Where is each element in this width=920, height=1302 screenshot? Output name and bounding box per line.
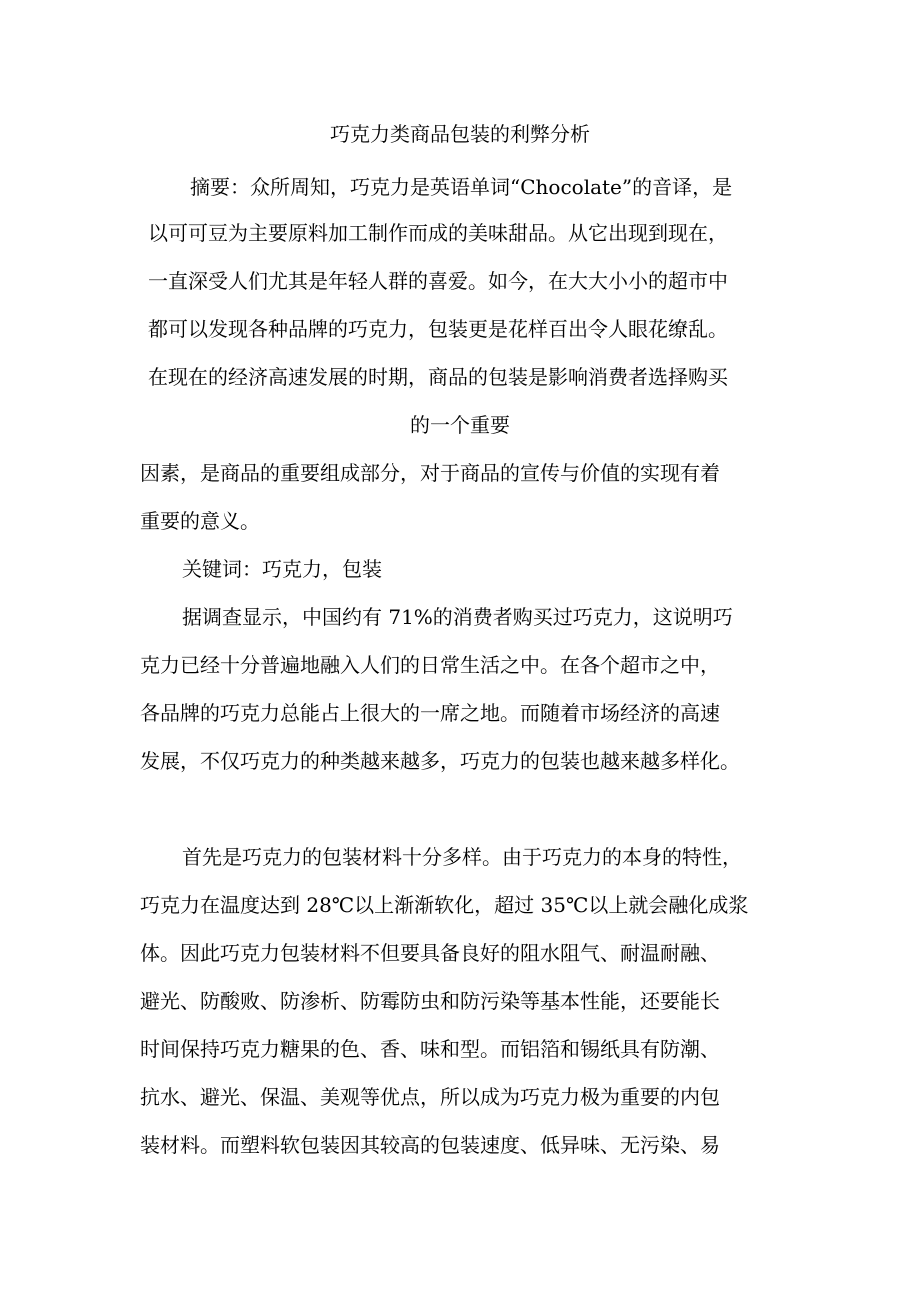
- paragraph-line: 装材料。而塑料软包装因其较高的包装速度、低异味、无污染、易: [140, 1133, 720, 1157]
- abstract-line: 重要的意义。: [140, 509, 260, 533]
- abstract-line: 因素，是商品的重要组成部分，对于商品的宣传与价值的实现有着: [140, 461, 720, 485]
- paragraph-line: 发展，不仅巧克力的种类越来越多，巧克力的包装也越来越多样化。: [140, 749, 740, 773]
- paragraph-line: 抗水、避光、保温、美观等优点，所以成为巧克力极为重要的内包: [140, 1085, 720, 1109]
- abstract-line: 都可以发现各种品牌的巧克力，包装更是花样百出令人眼花缭乱。: [148, 317, 728, 341]
- paragraph-line: 克力已经十分普遍地融入人们的日常生活之中。在各个超市之中，: [140, 653, 720, 677]
- paragraph-line: 巧克力在温度达到 28℃以上渐渐软化，超过 35℃以上就会融化成浆: [140, 893, 749, 917]
- paragraph-line: 时间保持巧克力糖果的色、香、味和型。而铝箔和锡纸具有防潮、: [140, 1037, 720, 1061]
- abstract-line: 以可可豆为主要原料加工制作而成的美味甜品。从它出现到现在，: [148, 221, 728, 245]
- keywords-line: 关键词：巧克力，包装: [182, 557, 382, 581]
- abstract-line: 摘要：众所周知，巧克力是英语单词“Chocolate”的音译，是: [190, 175, 733, 199]
- paragraph-line: 体。因此巧克力包装材料不但要具备良好的阻水阻气、耐温耐融、: [140, 941, 720, 965]
- paragraph-line: 据调查显示，中国约有 71%的消费者购买过巧克力，这说明巧: [182, 605, 733, 629]
- document-title: 巧克力类商品包装的利弊分析: [330, 122, 590, 146]
- paragraph-line: 避光、防酸败、防渗析、防霉防虫和防污染等基本性能，还要能长: [140, 989, 720, 1013]
- abstract-line: 的一个重要: [410, 413, 510, 437]
- abstract-line: 在现在的经济高速发展的时期，商品的包装是影响消费者选择购买: [148, 365, 728, 389]
- paragraph-line: 首先是巧克力的包装材料十分多样。由于巧克力的本身的特性，: [182, 845, 742, 869]
- paragraph-line: 各品牌的巧克力总能占上很大的一席之地。而随着市场经济的高速: [140, 701, 720, 725]
- abstract-line: 一直深受人们尤其是年轻人群的喜爱。如今，在大大小小的超市中: [148, 269, 728, 293]
